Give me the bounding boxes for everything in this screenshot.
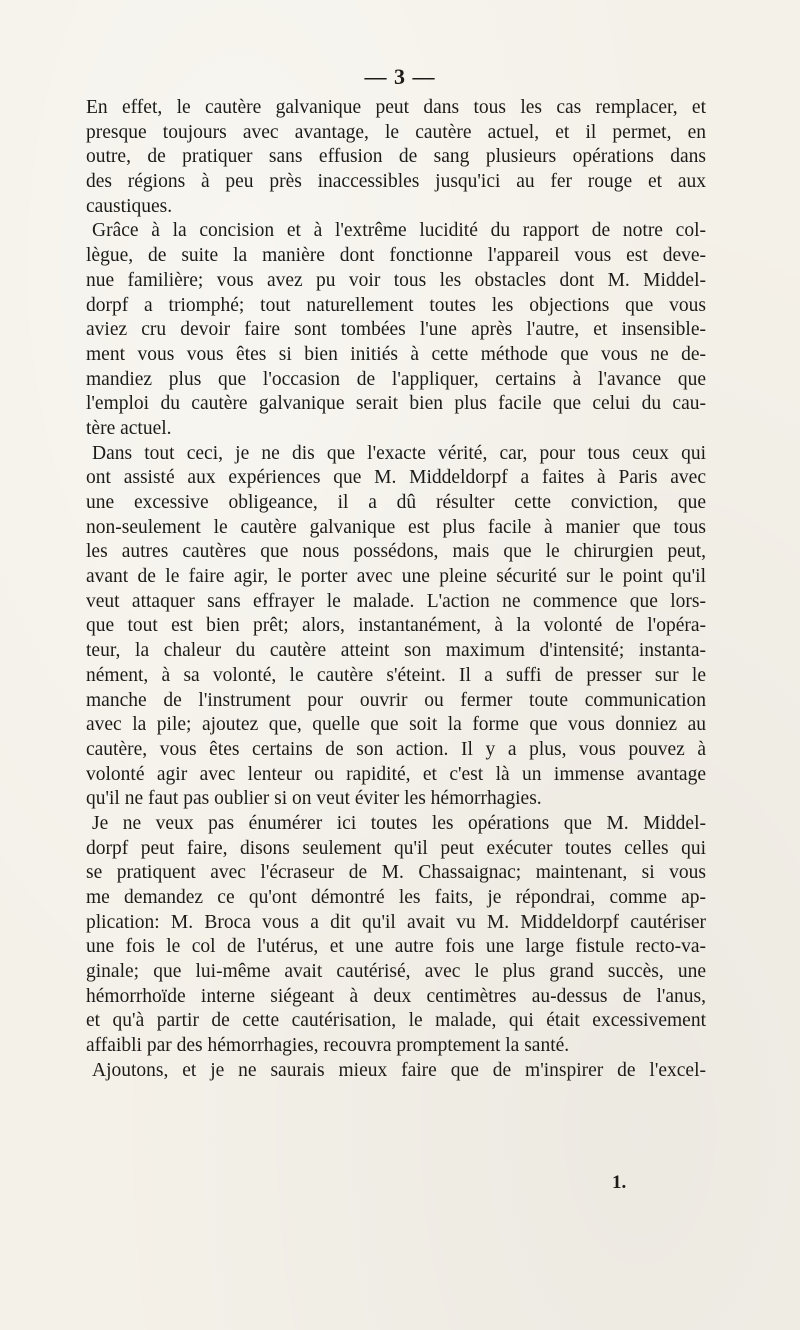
text-line: que tout est bien prêt; alors, instantanément, à la volonté de l'opéra- (86, 615, 706, 637)
text-line: affaibli par des hémorrhagies, recouvra promptement la santé. (86, 1035, 570, 1057)
text-line: presque toujours avec avantage, le cautère actuel, et il permet, en (86, 121, 706, 143)
signature-mark: 1. (612, 1172, 627, 1193)
text-line: non-seulement le cautère galvanique est plus facile à manier que tous (86, 516, 706, 538)
text-line: plication: M. Broca vous a dit qu'il avait vu M. Middeldorpf cautériser (86, 911, 706, 933)
text-line: En effet, le cautère galvanique peut dans tous les cas remplacer, et (86, 97, 706, 118)
page-number: — 3 — (364, 64, 436, 89)
text-line: Je ne veux pas énumérer ici toutes les opérations que M. Middel- (92, 812, 706, 834)
text-line: qu'il ne faut pas oublier si on veut éviter les hémorrhagies. (86, 788, 542, 810)
text-line: cautère, vous êtes certains de son action. Il y a plus, vous pouvez à (86, 738, 706, 760)
text-line: l'emploi du cautère galvanique serait bien plus facile que celui du cau- (86, 393, 706, 415)
text-line: volonté agir avec lenteur ou rapidité, et c'est là un immense avantage (86, 763, 706, 785)
text-line: une excessive obligeance, il a dû résulter cette conviction, que (86, 492, 706, 513)
text-line: nément, à sa volonté, le cautère s'éteint. Il a suffi de presser sur le (86, 664, 706, 686)
text-line: les autres cautères que nous possédons, mais que le chirurgien peut, (86, 541, 706, 563)
text-line: manche de l'instrument pour ouvrir ou fermer toute communication (86, 689, 706, 711)
text-line: Ajoutons, et je ne saurais mieux faire que de m'inspirer de l'excel- (92, 1059, 706, 1081)
text-line: outre, de pratiquer sans effusion de sang plusieurs opérations dans (86, 146, 706, 168)
text-line: Grâce à la concision et à l'extrême lucidité du rapport de notre col- (92, 220, 706, 242)
text-line: dorpf a triomphé; tout naturellement toutes les objections que vous (86, 294, 706, 316)
text-line: mandiez plus que l'occasion de l'appliquer, certains à l'avance que (86, 368, 706, 390)
text-line: tère actuel. (86, 417, 172, 439)
text-line: avec la pile; ajoutez que, quelle que soit la forme que vous donniez au (86, 714, 706, 736)
text-line: une fois le col de l'utérus, et une autre fois une large fistule recto-va- (86, 936, 706, 958)
text-line: Dans tout ceci, je ne dis que l'exacte vérité, car, pour tous ceux qui (92, 442, 706, 464)
text-line: hémorrhoïde interne siégeant à deux centimètres au-dessus de l'anus, (86, 985, 706, 1007)
body-text (86, 96, 706, 1084)
text-line: se pratiquent avec l'écraseur de M. Chassaignac; maintenant, si vous (86, 862, 706, 884)
text-line: ginale; que lui-même avait cautérisé, avec le plus grand succès, une (86, 961, 706, 983)
text-line: et qu'à partir de cette cautérisation, le malade, qui était excessivement (86, 1010, 706, 1032)
text-line: caustiques. (86, 195, 173, 217)
text-line: aviez cru devoir faire sont tombées l'une après l'autre, et insensible- (86, 319, 706, 341)
text-line: des régions à peu près inaccessibles jusqu'ici au fer rouge et aux (86, 171, 706, 193)
text-line: veut attaquer sans effrayer le malade. L'action ne commence que lors- (86, 590, 706, 612)
text-line: ment vous vous êtes si bien initiés à cette méthode que vous ne de- (86, 343, 706, 365)
text-line: nue familière; vous avez pu voir tous les obstacles dont M. Middel- (86, 269, 706, 291)
text-line: teur, la chaleur du cautère atteint son maximum d'intensité; instanta- (86, 640, 706, 662)
text-line: dorpf peut faire, disons seulement qu'il peut exécuter toutes celles qui (86, 837, 706, 859)
text-line: ont assisté aux expériences que M. Middeldorpf a faites à Paris avec (86, 467, 706, 489)
text-line: avant de le faire agir, le porter avec une pleine sécurité sur le point qu'il (86, 566, 706, 588)
text-line: me demandez ce qu'ont démontré les faits, je répondrai, comme ap- (86, 887, 706, 908)
text-line: lègue, de suite la manière dont fonctionne l'appareil vous est deve- (86, 245, 706, 267)
